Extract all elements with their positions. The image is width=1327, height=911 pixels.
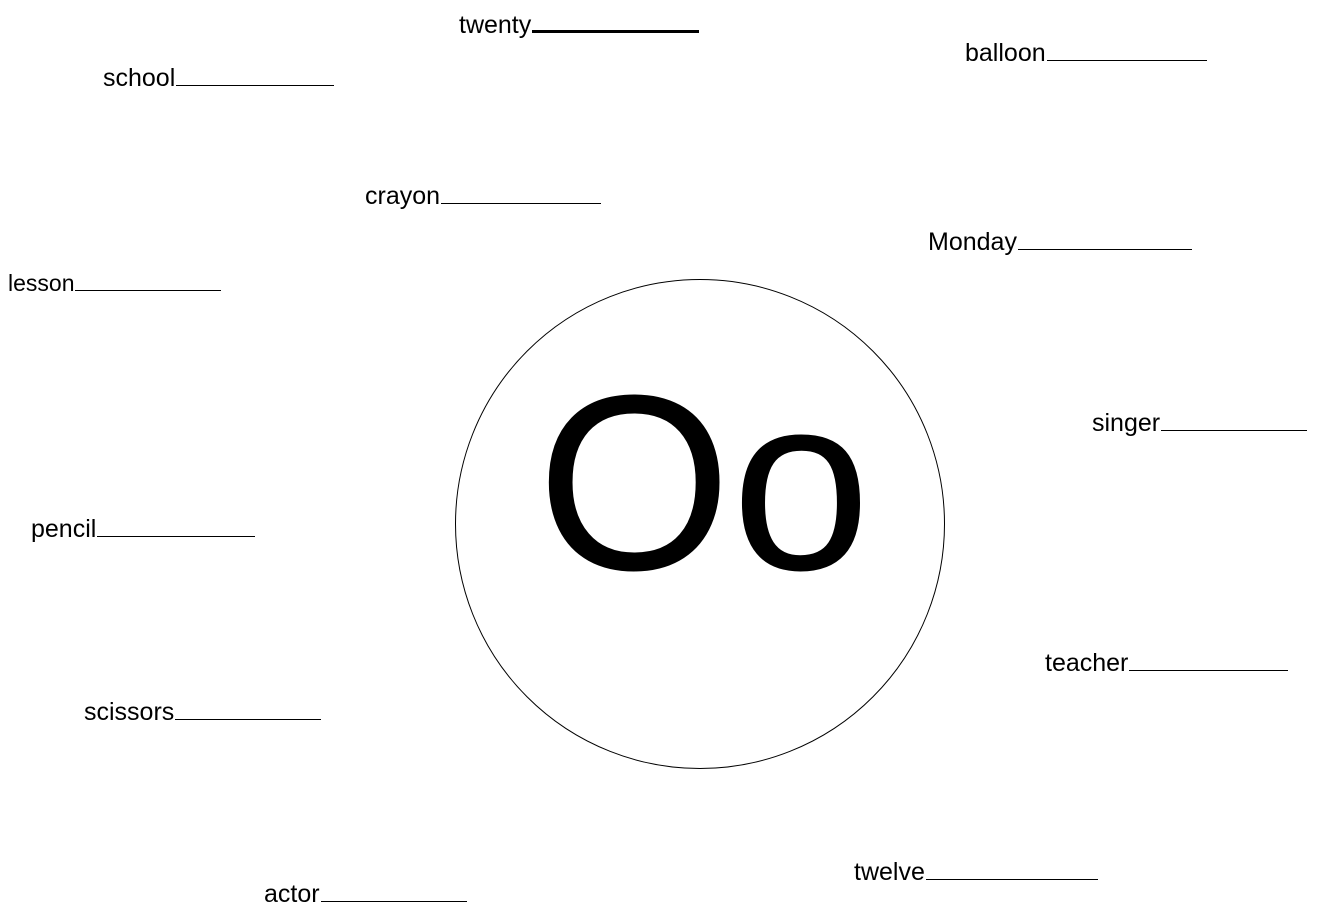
- word-label: actor: [264, 880, 320, 908]
- word-label: school: [103, 64, 176, 92]
- answer-blank[interactable]: [441, 181, 601, 204]
- answer-blank[interactable]: [175, 697, 321, 720]
- answer-blank[interactable]: [75, 268, 221, 291]
- word-item-monday: [928, 227, 1192, 257]
- word-item-twelve: [854, 857, 1098, 887]
- word-item-twenty: [459, 8, 699, 40]
- word-label: balloon: [965, 39, 1046, 67]
- answer-blank[interactable]: [97, 514, 255, 537]
- word-item-teacher: [1045, 648, 1288, 678]
- word-item-balloon: [965, 38, 1207, 68]
- center-letters: Oo: [537, 343, 871, 622]
- word-label: twenty: [459, 11, 532, 39]
- word-item-school: [103, 63, 334, 93]
- word-label: lesson: [8, 270, 75, 296]
- word-label: pencil: [31, 515, 97, 543]
- word-item-pencil: [31, 514, 255, 544]
- word-item-actor: [264, 879, 467, 909]
- word-label: singer: [1092, 409, 1161, 437]
- word-label: twelve: [854, 858, 925, 886]
- word-item-lesson: [8, 268, 221, 298]
- answer-blank[interactable]: [176, 63, 334, 86]
- answer-blank[interactable]: [321, 879, 467, 902]
- word-item-scissors: [84, 697, 321, 727]
- answer-blank[interactable]: [1018, 227, 1192, 250]
- word-item-crayon: [365, 181, 601, 211]
- answer-blank[interactable]: [1129, 648, 1288, 671]
- word-label: Monday: [928, 228, 1017, 256]
- word-label: scissors: [84, 698, 175, 726]
- word-label: teacher: [1045, 649, 1129, 677]
- answer-blank[interactable]: [532, 8, 699, 33]
- word-label: crayon: [365, 182, 441, 210]
- answer-blank[interactable]: [926, 857, 1098, 880]
- word-item-singer: [1092, 408, 1307, 438]
- answer-blank[interactable]: [1047, 38, 1207, 61]
- answer-blank[interactable]: [1161, 408, 1307, 431]
